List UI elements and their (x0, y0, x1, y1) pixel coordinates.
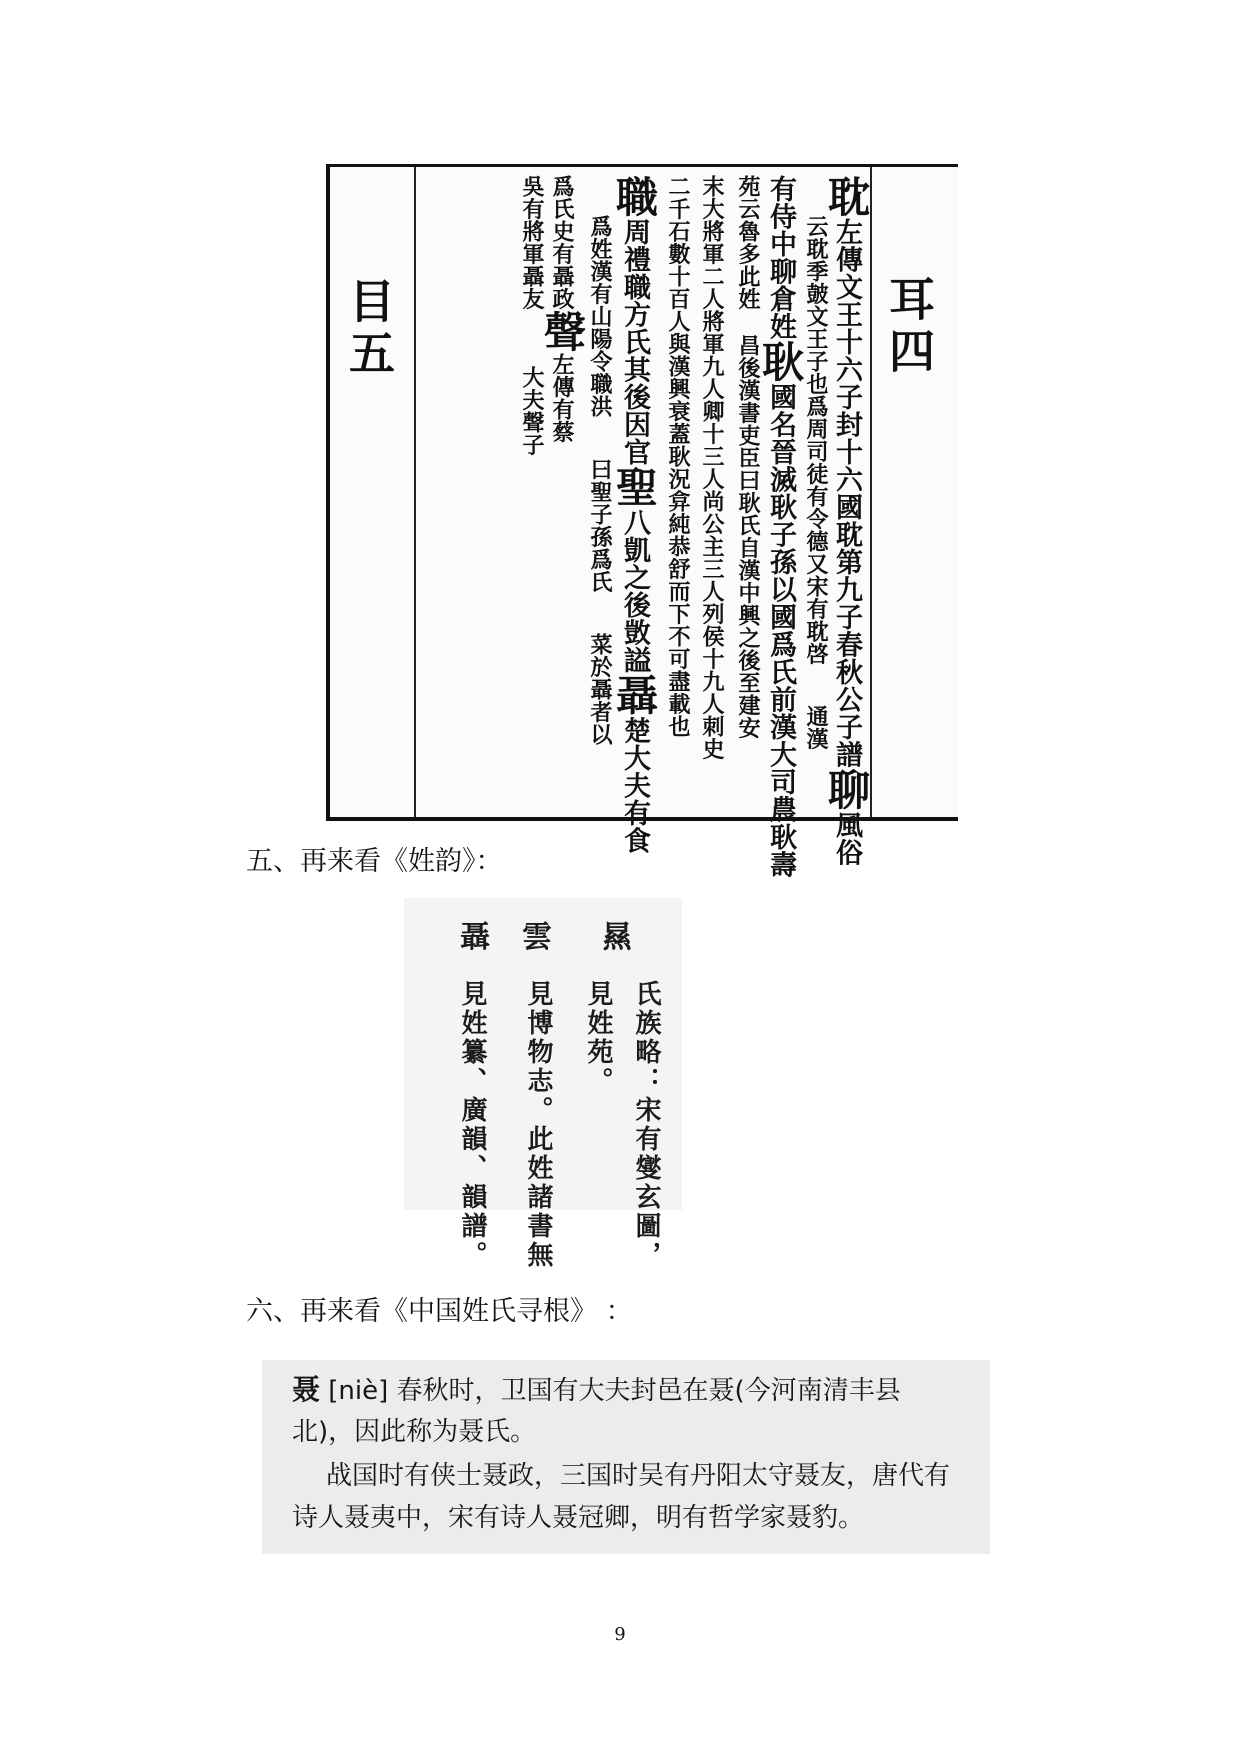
xingshi-xungen-scan (262, 1360, 990, 1554)
entry-text: 見博物志。此姓諸書無 (523, 980, 553, 1270)
xingyun-scan (404, 898, 682, 1270)
text-column: 爲氏史有聶政聲左傳有蔡 (538, 175, 587, 443)
section-heading: 五、再来看《姓韵》： (246, 846, 503, 877)
text-column: 苑云魯多此姓昌後漢書吏臣曰耿氏自漢中興之後至建安 (735, 175, 761, 739)
entry-text: 氏族略：宋有燮玄圖， (631, 980, 661, 1270)
text-column: 吳有將軍聶友大夫聲子 (519, 175, 545, 456)
entry-line: 聂 [niè] 春秋时，卫国有大夫封邑在聂(今河南清丰县 (292, 1373, 901, 1406)
text-column: 有侍中聊倉姓耿國名晉滅耿子孫以國爲氏前漢大司農耿壽 (756, 175, 805, 878)
column-rule (414, 167, 416, 817)
entry-heads: 㬎 (602, 920, 658, 955)
left-margin-label: 目五 (342, 277, 396, 381)
column-rule (870, 167, 872, 817)
entry-head: 聶 (460, 920, 493, 955)
entry-line: 北)，因此称为聂氏。 (292, 1417, 537, 1447)
entry-text: 見姓纂、廣韻、韻譜。 (457, 980, 487, 1270)
entry-head: 雲 (522, 920, 555, 955)
text-column: 末大將軍二人將軍九人卿十三人尚公主三人列侯十九人刺史 (699, 175, 725, 760)
text-column: 二千石數十百人與漢興衰蓋耿況弇純恭舒而下不可盡載也 (665, 175, 691, 738)
page-number: 9 (614, 1624, 626, 1645)
text-column: 耽左傳文王十六子封十六國耽第九子春秋公子譜聊風俗 (822, 175, 871, 866)
text-column: 爲姓漢有山陽令職洪曰聖子孫爲氏菜於聶者以 (587, 215, 613, 745)
text-column: 云耽季皷文王子也爲周司徒有令德又宋有耽啓通漢 (803, 215, 829, 750)
right-margin-label: 耳四 (882, 275, 936, 379)
entry-line: 战国时有侠士聂政，三国时吴有丹阳太守聂友，唐代有 (326, 1461, 951, 1491)
entry-line: 诗人聂夷中，宋有诗人聂冠卿，明有哲学家聂豹。 (292, 1503, 865, 1533)
section-heading: 六、再来看《中国姓氏寻根》 ： (246, 1296, 633, 1327)
text-column: 職周禮職方氏其後因官聖八凱之後敳謚聶楚大夫有食 (610, 175, 659, 854)
entry-text: 見姓苑。 (583, 980, 613, 1096)
